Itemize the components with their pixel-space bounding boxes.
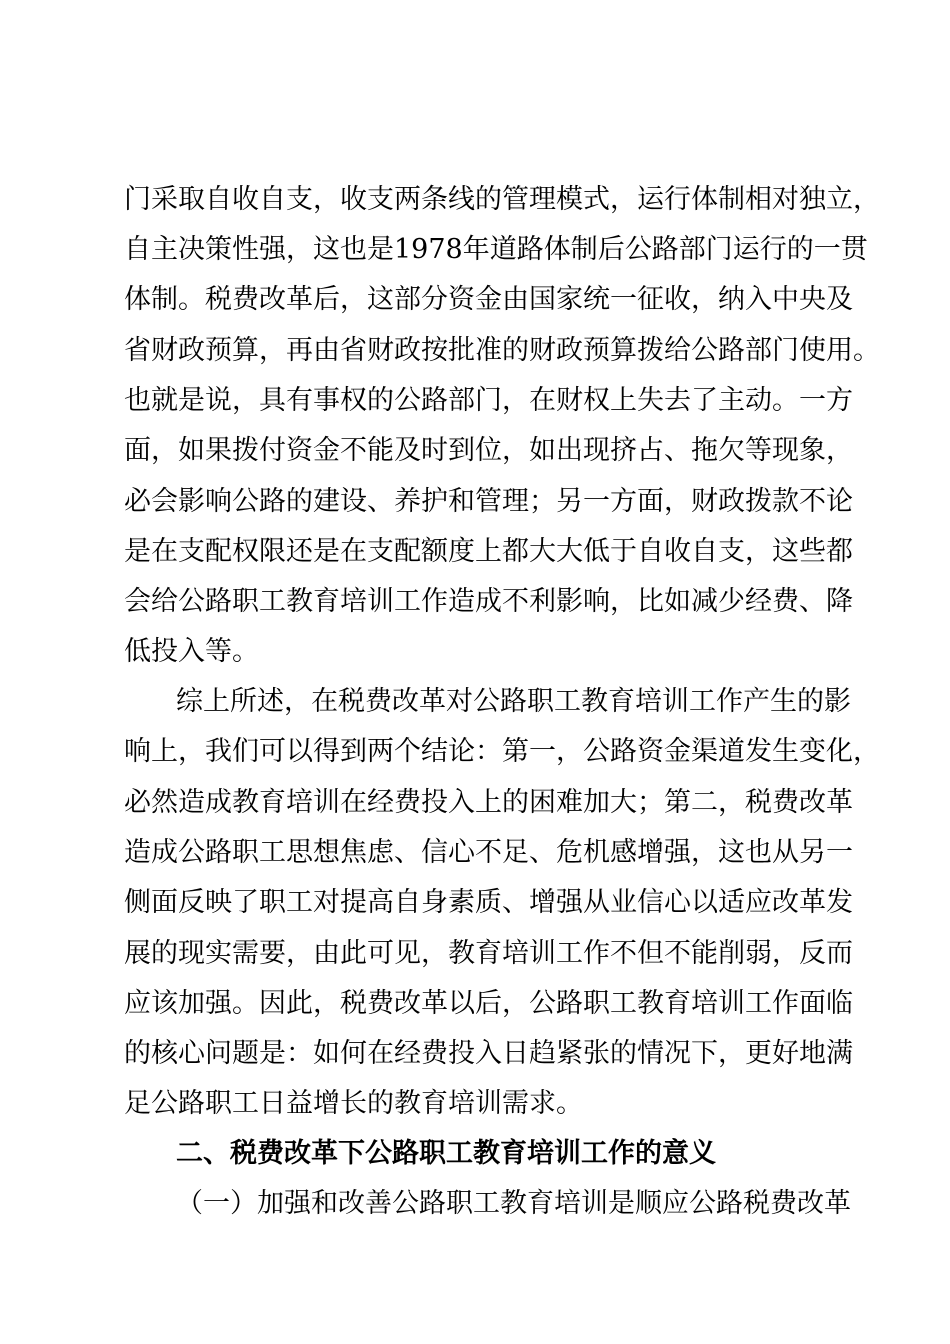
paragraph-2-line-5: 侧面反映了职工对提高自身素质、增强从业信心以适应改革发 [124,887,853,918]
paragraph-2-line-2: 响上，我们可以得到两个结论：第一，公路资金渠道发生变化， [124,736,880,767]
paragraph-2-line-7: 应该加强。因此，税费改革以后，公路职工教育培训工作面临 [124,988,853,1019]
paragraph-2-line-1: 综上所述，在税费改革对公路职工教育培训工作产生的影 [176,686,851,717]
paragraph-2-line-9: 足公路职工日益增长的教育培训需求。 [124,1088,583,1119]
paragraph-1-line-7: 必会影响公路的建设、养护和管理；另一方面，财政拨款不论 [124,486,853,517]
paragraph-2-line-3: 必然造成教育培训在经费投入上的困难加大；第二，税费改革 [124,787,853,818]
paragraph-1-line-5: 也就是说，具有事权的公路部门，在财权上失去了主动。一方 [124,385,853,416]
paragraph-1-line-4: 省财政预算，再由省财政按批准的财政预算拨给公路部门使用。 [124,335,880,366]
paragraph-1-line-2: 自主决策性强，这也是1978年道路体制后公路部门运行的一贯 [124,234,868,265]
paragraph-1-line-8: 是在支配权限还是在支配额度上都大大低于自收自支，这些都 [124,536,853,567]
paragraph-1-line-10: 低投入等。 [124,636,259,667]
subsection-heading: （一）加强和改善公路职工教育培训是顺应公路税费改革 [176,1188,851,1219]
paragraph-1-line-1: 门采取自收自支，收支两条线的管理模式，运行体制相对独立， [124,184,880,215]
paragraph-1-line-6: 面，如果拨付资金不能及时到位，如出现挤占、拖欠等现象， [124,435,853,466]
paragraph-2-line-6: 展的现实需要，由此可见，教育培训工作不但不能削弱，反而 [124,938,853,969]
section-heading: 二、税费改革下公路职工教育培训工作的意义 [176,1138,716,1169]
paragraph-2-line-8: 的核心问题是：如何在经费投入日趋紧张的情况下，更好地满 [124,1038,853,1069]
paragraph-1-line-9: 会给公路职工教育培训工作造成不利影响，比如减少经费、降 [124,586,853,617]
paragraph-1-line-3: 体制。税费改革后，这部分资金由国家统一征收，纳入中央及 [124,284,853,315]
paragraph-2-line-4: 造成公路职工思想焦虑、信心不足、危机感增强，这也从另一 [124,837,853,868]
